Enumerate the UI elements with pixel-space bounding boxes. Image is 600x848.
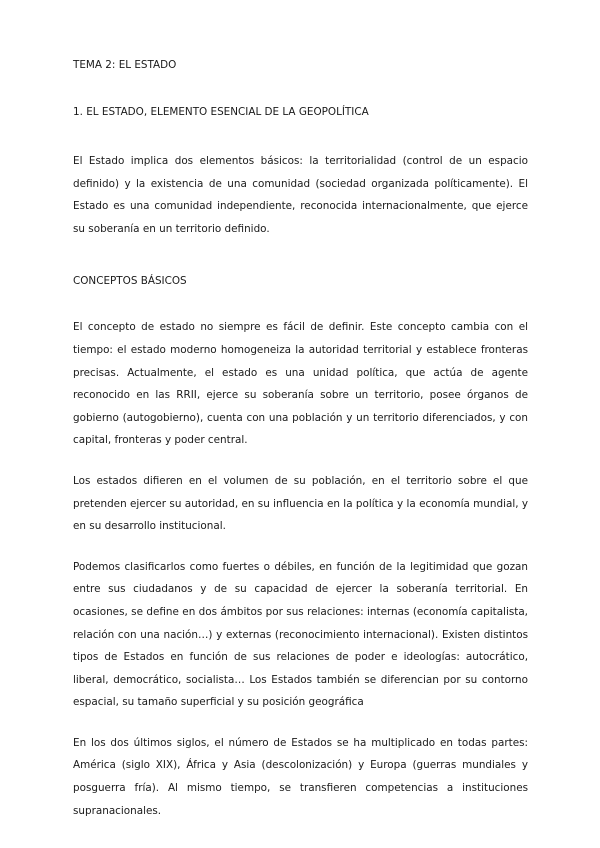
paragraph-history: En los dos últimos siglos, el número de Estados se ha multiplicado en todas partes: América (siglo XIX), África y Asia (descolonización) y Europa (guerras mundiales y posguerra fría). Al mismo tiempo, se transfieren competencias a instituciones supranacionales. bbox=[73, 736, 528, 817]
subsection-heading: CONCEPTOS BÁSICOS bbox=[73, 275, 187, 288]
paragraph-intro: El Estado implica dos elementos básicos: la territorialidad (control de un espacio definido) y la existencia de una comunidad (sociedad organizada políticamente). El Estado es una comunidad independiente, reconocida internacionalmente, que ejerce su soberanía en un territorio definido. bbox=[73, 155, 528, 235]
paragraph-differences: Los estados difieren en el volumen de su población, en el territorio sobre el que pretenden ejercer su autoridad, en su influencia en la política y la economía mundial, y en su desarrollo institucional. bbox=[73, 474, 528, 533]
document-title: TEMA 2: EL ESTADO bbox=[73, 59, 177, 71]
paragraph-classification: Podemos clasificarlos como fuertes o débiles, en función de la legitimidad que gozan entre sus ciudadanos y de su capacidad de ejercer la soberanía territorial. En ocasiones, se define en dos ámbitos por sus relaciones: internas (economía capitalista, relación con una nación…) y externas (reconocimiento internacional). Existen distintos tipos de Estados en función de sus relaciones de poder e ideologías: autocrático, liberal, democrático, socialista… Los Estados también se diferencian por su contorno espacial, su tamaño superficial y su posición geográfica bbox=[73, 560, 528, 709]
section-heading: 1. EL ESTADO, ELEMENTO ESENCIAL DE LA GEOPOLÍTICA bbox=[73, 106, 369, 118]
paragraph-concept: El concepto de estado no siempre es fácil de definir. Este concepto cambia con el tiempo: el estado moderno homogeneiza la autoridad territorial y establece fronteras precisas. Actualmente, el estado es una unidad política, que actúa de agente reconocido en las RRII, ejerce su soberanía sobre un territorio, posee órganos de gobierno (autogobierno), cuenta con una población y un territorio diferenciados, y con capital, fronteras y poder central. bbox=[73, 321, 528, 447]
